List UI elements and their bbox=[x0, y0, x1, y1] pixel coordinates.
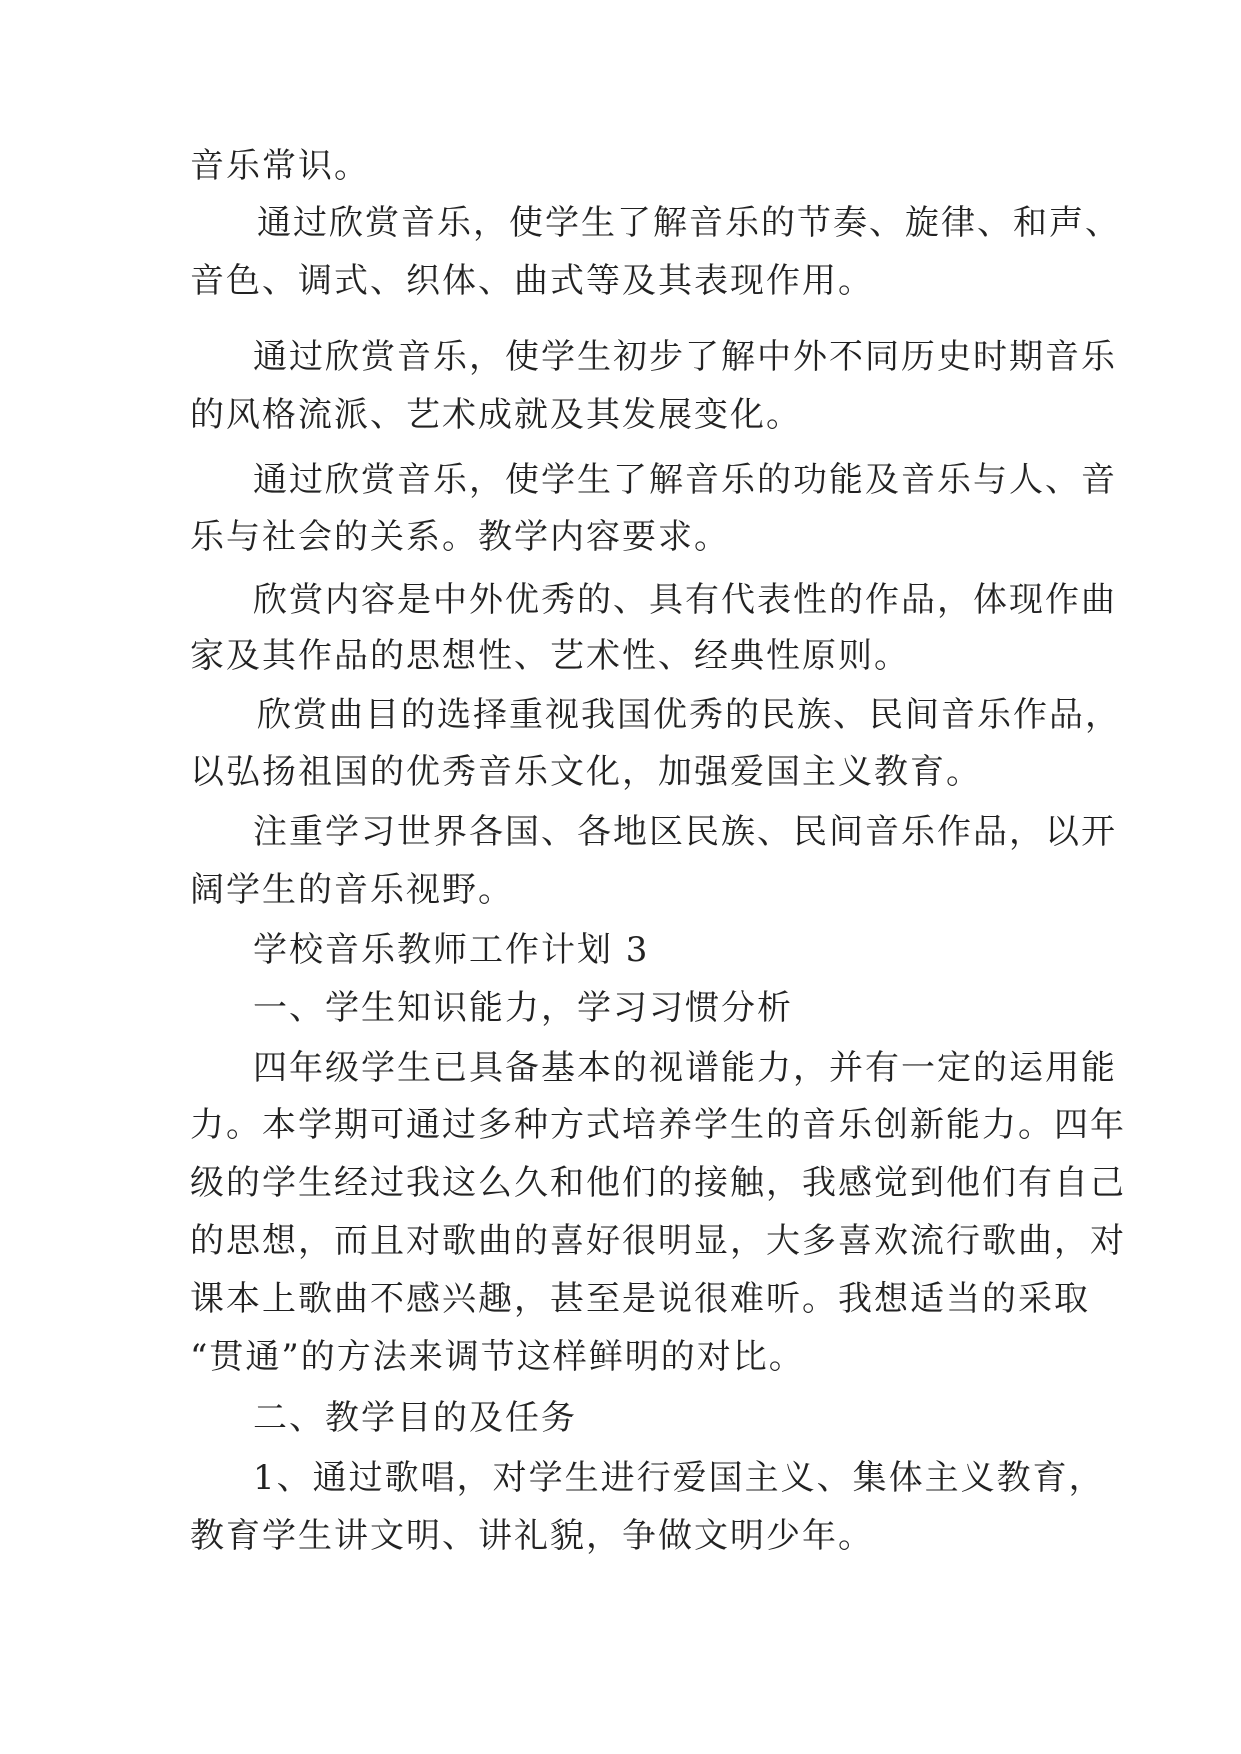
text-line: 1、通过歌唱，对学生进行爱国主义、集体主义教育， bbox=[253, 1458, 1105, 1498]
text-line: 注重学习世界各国、各地区民族、民间音乐作品，以开 bbox=[253, 812, 1117, 852]
text-line: 欣赏曲目的选择重视我国优秀的民族、民间音乐作品， bbox=[257, 695, 1121, 735]
text-line: 四年级学生已具备基本的视谱能力，并有一定的运用能 bbox=[253, 1048, 1117, 1088]
text-line: 音色、调式、织体、曲式等及其表现作用。 bbox=[190, 261, 874, 301]
text-line: 课本上歌曲不感兴趣，甚至是说很难听。我想适当的采取 bbox=[190, 1279, 1090, 1319]
text-line: 级的学生经过我这么久和他们的接触，我感觉到他们有自己 bbox=[190, 1163, 1126, 1203]
section-heading: 一、学生知识能力，学习习惯分析 bbox=[253, 988, 793, 1028]
text-line: 的思想，而且对歌曲的喜好很明显，大多喜欢流行歌曲，对 bbox=[190, 1221, 1126, 1261]
section-heading: 学校音乐教师工作计划 3 bbox=[253, 930, 650, 970]
text-line: 欣赏内容是中外优秀的、具有代表性的作品，体现作曲 bbox=[253, 580, 1117, 620]
text-line: “贯通”的方法来调节这样鲜明的对比。 bbox=[190, 1337, 805, 1377]
text-line: 阔学生的音乐视野。 bbox=[190, 870, 514, 910]
text-line: 力。本学期可通过多种方式培养学生的音乐创新能力。四年 bbox=[190, 1105, 1126, 1145]
text-line: 音乐常识。 bbox=[190, 146, 370, 186]
text-line: 的风格流派、艺术成就及其发展变化。 bbox=[190, 395, 802, 435]
text-line: 乐与社会的关系。教学内容要求。 bbox=[190, 517, 730, 557]
text-line: 通过欣赏音乐，使学生初步了解中外不同历史时期音乐 bbox=[253, 337, 1117, 377]
text-line: 以弘扬祖国的优秀音乐文化，加强爱国主义教育。 bbox=[190, 752, 982, 792]
text-line: 家及其作品的思想性、艺术性、经典性原则。 bbox=[190, 636, 910, 676]
text-line: 通过欣赏音乐，使学生了解音乐的功能及音乐与人、音 bbox=[253, 460, 1117, 500]
text-line: 通过欣赏音乐，使学生了解音乐的节奏、旋律、和声、 bbox=[257, 203, 1121, 243]
section-heading: 二、教学目的及任务 bbox=[253, 1398, 577, 1438]
text-line: 教育学生讲文明、讲礼貌，争做文明少年。 bbox=[190, 1516, 874, 1556]
